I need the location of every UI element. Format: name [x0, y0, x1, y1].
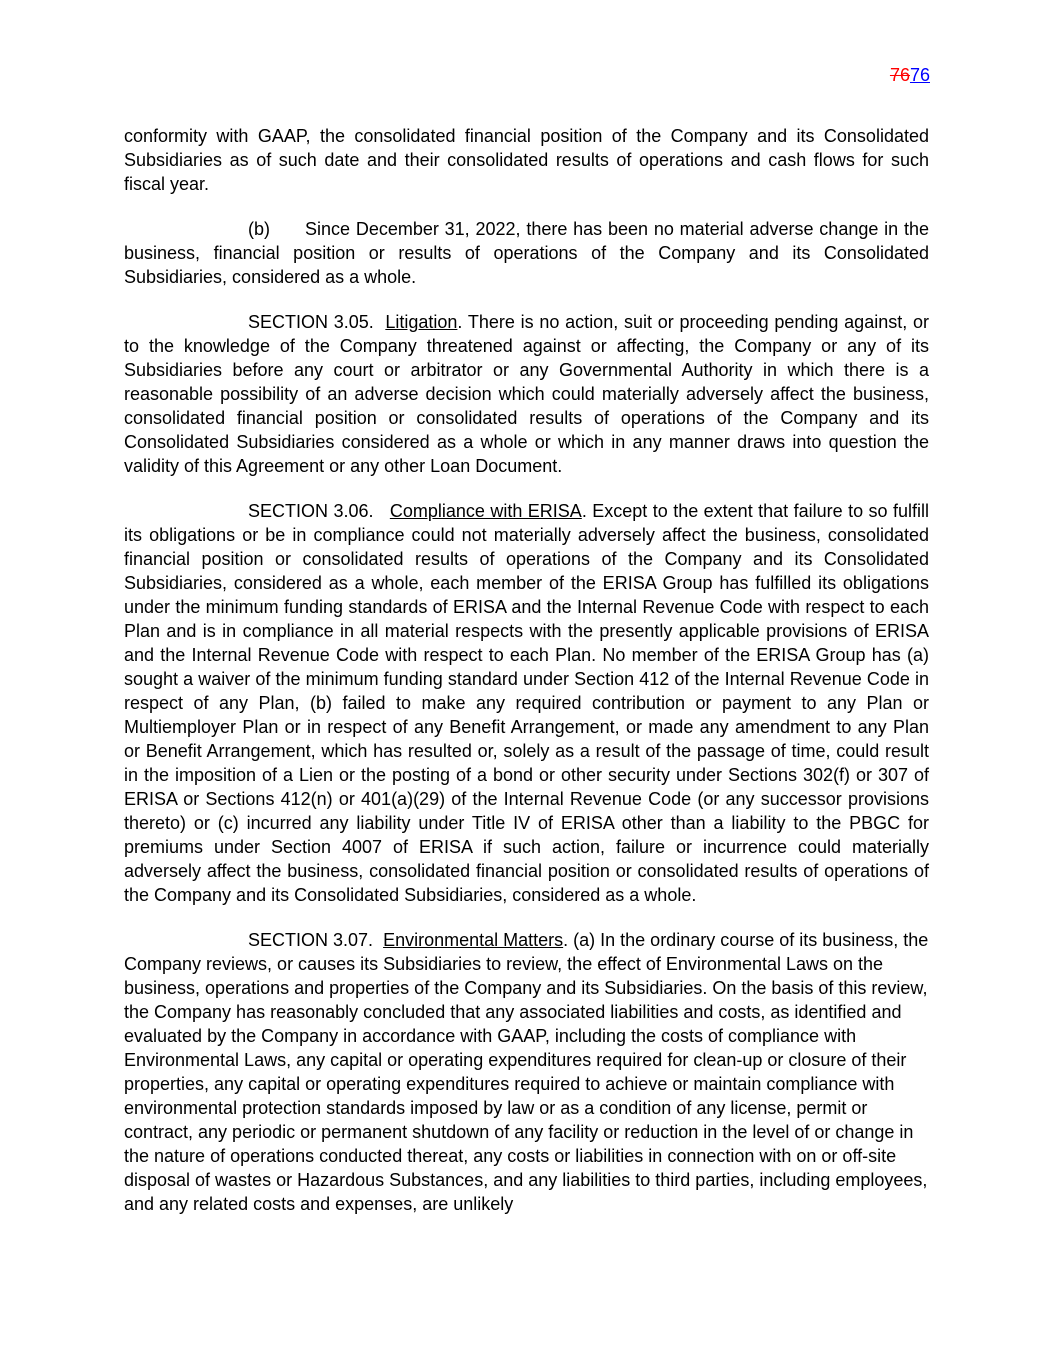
- section-3-06-text: . Except to the extent that failure to so fulfill its obligations or be in compliance could not materially adversely affect the business, consolidated financial position or consolidated results of operations of the Company and its Consolidated Subsidiaries, considered as a whole, each member of the ERISA Group has fulfilled its obligations under the minimum funding standards of ERISA and the Internal Revenue Code with respect to each Plan and is in compliance in all material respects with the presently applicable provisions of ERISA and the Internal Revenue Code with respect to each Plan. No member of the ERISA Group has (a) sought a waiver of the minimum funding standard under Section 412 of the Internal Revenue Code in respect of any Plan, (b) failed to make any required contribution or payment to any Plan or Multiemployer Plan or in respect of any Benefit Arrangement, or made any amendment to any Plan or Benefit Arrangement, which has resulted or, solely as a result of the passage of time, could result in the imposition of a Lien or the posting of a bond or other security under Sections 302(f) or 307 of ERISA or Sections 412(n) or 401(a)(29) of the Internal Revenue Code (or any successor provisions thereto) or (c) incurred any liability under Title IV of ERISA other than a liability to the PBGC for premiums under Section 4007 of ERISA if such action, failure or incurrence could materially adversely affect the business, consolidated financial position or consolidated results of operations of the Company and its Consolidated Subsidiaries, considered as a whole.: [124, 501, 930, 905]
- page-number-inserted: 76: [909, 65, 930, 85]
- section-3-07-text: . (a) In the ordinary course of its business, the Company reviews, or causes its Subsidiaries to review, the effect of Environmental Laws on the business, operations and properties of the Company and its Subsidiaries. On the basis of this review, the Company has reasonably concluded that any associated liabilities and costs, as identified and evaluated by the Company in accordance with GAAP, including the costs of compliance with Environmental Laws, any capital or operating expenditures required for clean-up or closure of their properties, any capital or operating expenditures required to achieve or maintain compliance with environmental protection standards imposed by law or as a condition of any license, permit or contract, any periodic or permanent shutdown of any facility or reduction in the level of or change in the nature of operations conducted thereat, any costs or liabilities in connection with on or off-site disposal of wastes or Hazardous Substances, and any liabilities to third parties, including employees, and any related costs and expenses, are unlikely: [124, 930, 929, 1214]
- section-3-05-heading: Litigation: [385, 312, 458, 332]
- section-3-05-text: . There is no action, suit or proceeding pending against, or to the knowledge of the Company threatened against or affecting, the Company or any of its Subsidiaries before any court or arbitrator or any Governmental Authority in which there is a reasonable possibility of an adverse decision which could materially adversely affect the business, consolidated financial position or consolidated results of operations of the Company and its Consolidated Subsidiaries considered as a whole or which in any manner draws into question the validity of this Agreement or any other Loan Document.: [124, 312, 929, 476]
- document-body: [124, 124, 929, 1216]
- section-3-06: [124, 499, 929, 907]
- paragraph-continuation: [124, 124, 929, 196]
- page-number: [890, 64, 930, 86]
- section-3-07-number: SECTION 3.07.: [248, 930, 374, 950]
- section-3-06-heading: Compliance with ERISA: [389, 501, 582, 521]
- page-number-deleted: 76: [889, 65, 910, 85]
- section-3-05: [124, 310, 929, 478]
- section-3-05-number: SECTION 3.05.: [248, 312, 374, 332]
- section-3-07: [124, 928, 929, 1216]
- paragraph-b: [124, 217, 929, 289]
- clause-label-b: (b): [248, 219, 270, 239]
- paragraph-continuation-text: conformity with GAAP, the consolidated financial position of the Company and its Consolidated Subsidiaries as of such date and their consolidated results of operations and cash flows for such fiscal year.: [124, 126, 929, 194]
- paragraph-b-text: Since December 31, 2022, there has been no material adverse change in the business, financial position or results of operations of the Company and its Consolidated Subsidiaries, considered as a whole.: [124, 219, 929, 287]
- section-3-07-heading: Environmental Matters: [383, 930, 564, 950]
- section-3-06-number: SECTION 3.06.: [248, 501, 374, 521]
